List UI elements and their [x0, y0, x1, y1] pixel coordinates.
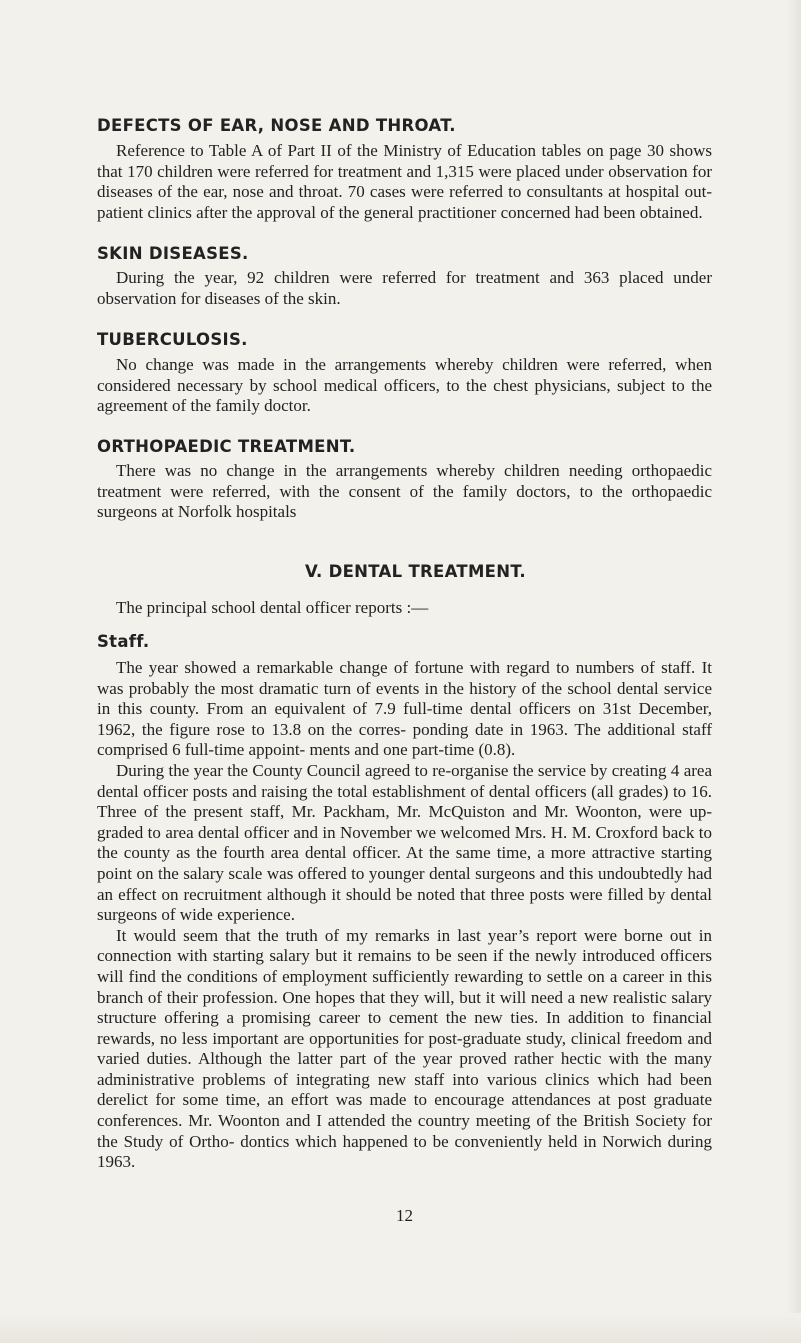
section-ent [97, 141, 712, 223]
page-bottom-shadow [0, 1313, 801, 1343]
paragraph-tuberculosis: No change was made in the arrangements whereby children were referred, when considered necessary by school medical officers, to the chest physicians, subject to the agreement of the family doctor. [97, 355, 712, 416]
paragraph-staff-1: The year showed a remarkable change of fortune with regard to numbers of staff. It was probably the most dramatic turn of events in the history of the school dental service in this county. From an equivalent of 7.9 full-time dental officers on 31st December, 1962, the figure rose to 13.8 on the corres- ponding date in 1963. The additional staff comprised 6 full-time appoint- ments and one part-time (0.8). [97, 658, 712, 760]
paragraph-skin: During the year, 92 children were referred for treatment and 363 placed under observation for diseases of the skin. [97, 268, 712, 308]
heading-skin: SKIN DISEASES. [97, 244, 249, 263]
page-edge-shadow [787, 0, 801, 1343]
section-tuberculosis [97, 355, 712, 417]
paragraph-staff-3: It would seem that the truth of my remarks in last year’s report were borne out in connection with starting salary but it remains to be seen if the newly introduced officers will find the conditions of employment sufficiently rewarding to settle on a career in this branch of their profession. One hopes that they will, but it will need a new realistic salary structure offering a promising career to cement the new ties. In addition to financial rewards, no less important are opportunities for post-graduate study, clinical freedom and varied duties. Although the latter part of the year proved rather hectic with the many administrative problems of integrating new staff into various clinics which had been derelict for some time, an effort was made to encourage attendances at post graduate conferences. Mr. Woonton and I attended the country meeting of the British Society for the Study of Ortho- dontics which happened to be conveniently held in Norwich during 1963. [97, 925, 712, 1172]
section-staff [97, 658, 712, 1173]
section-skin [97, 268, 712, 309]
heading-ent: DEFECTS OF EAR, NOSE AND THROAT. [97, 116, 456, 135]
heading-orthopaedic: ORTHOPAEDIC TREATMENT. [97, 437, 356, 456]
heading-tuberculosis: TUBERCULOSIS. [97, 330, 248, 349]
dental-intro [97, 598, 712, 619]
paragraph-dental-intro: The principal school dental officer reports :— [116, 598, 429, 617]
paragraph-staff-2: During the year the County Council agreed to re-organise the service by creating 4 area dental officer posts and raising the total establishment of dental officers (all grades) to 16. Three of the present staff, Mr. Packham, Mr. McQuiston and Mr. Woonton, were up-graded to area dental officer and in November we welcomed Mrs. H. M. Croxford back to the county as the fourth area dental officer. At the same time, a more attractive starting point on the salary scale was offered to younger dental surgeons and this undoubtedly had an effect on recruitment although it should be noted that three posts were filled by dental surgeons of wide experience. [97, 760, 712, 925]
heading-staff: Staff. [97, 632, 150, 651]
page-number: 12 [396, 1206, 413, 1225]
section-orthopaedic [97, 461, 712, 523]
paragraph-ent: Reference to Table A of Part II of the Ministry of Education tables on page 30 shows that 170 children were referred for treatment and 1,315 were placed under observation for diseases of the ear, nose and throat. 70 cases were referred to consultants at hospital out-patient clinics after the approval of the general practitioner concerned had been obtained. [97, 141, 712, 222]
heading-dental: V. DENTAL TREATMENT. [305, 562, 526, 581]
paragraph-orthopaedic: There was no change in the arrangements whereby children needing orthopaedic treatment were referred, with the consent of the family doctors, to the orthopaedic surgeons at Norfolk hospitals [97, 461, 712, 522]
